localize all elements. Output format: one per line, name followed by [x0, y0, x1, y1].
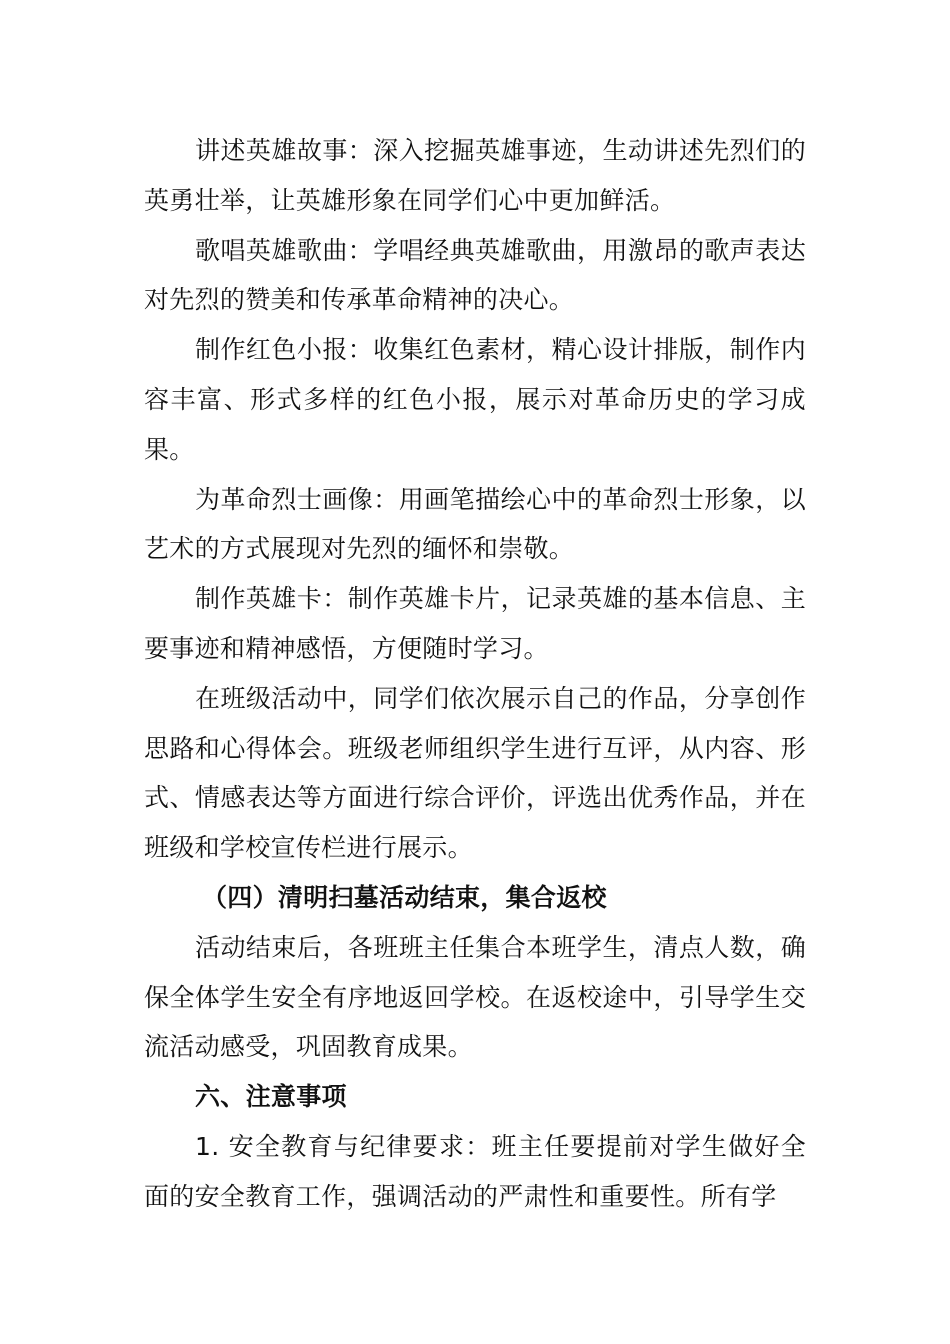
paragraph-hero-card: 制作英雄卡：制作英雄卡片，记录英雄的基本信息、主要事迹和精神感悟，方便随时学习。: [144, 584, 806, 663]
section-heading-6: 六、注意事项: [195, 1082, 347, 1112]
paragraph-hero-stories: 讲述英雄故事：深入挖掘英雄事迹，生动讲述先烈们的英勇壮举，让英雄形象在同学们心中更加鲜活。: [144, 136, 806, 215]
document-body: [144, 126, 806, 1222]
paragraph-class-activity: 在班级活动中，同学们依次展示自己的作品，分享创作思路和心得体会。班级老师组织学生进行互评，从内容、形式、情感表达等方面进行综合评价，评选出优秀作品，并在班级和学校宣传栏进行展示。: [144, 683, 806, 863]
paragraph-red-newspaper: 制作红色小报：收集红色素材，精心设计排版，制作内容丰富、形式多样的红色小报，展示对革命历史的学习成果。: [144, 335, 806, 464]
section-heading-4: （四）清明扫墓活动结束，集合返校: [202, 882, 607, 912]
paragraph-martyr-portrait: 为革命烈士画像：用画笔描绘心中的革命烈士形象，以艺术的方式展现对先烈的缅怀和崇敬。: [144, 484, 806, 564]
paragraph-safety-education: 1. 安全教育与纪律要求：班主任要提前对学生做好全面的安全教育工作，强调活动的严肃性和重要性。所有学: [144, 1131, 806, 1211]
paragraph-hero-songs: 歌唱英雄歌曲：学唱经典英雄歌曲，用激昂的歌声表达对先烈的赞美和传承革命精神的决心。: [144, 235, 806, 315]
paragraph-return-school: 活动结束后，各班班主任集合本班学生，清点人数，确保全体学生安全有序地返回学校。在返校途中，引导学生交流活动感受，巩固教育成果。: [144, 932, 806, 1062]
